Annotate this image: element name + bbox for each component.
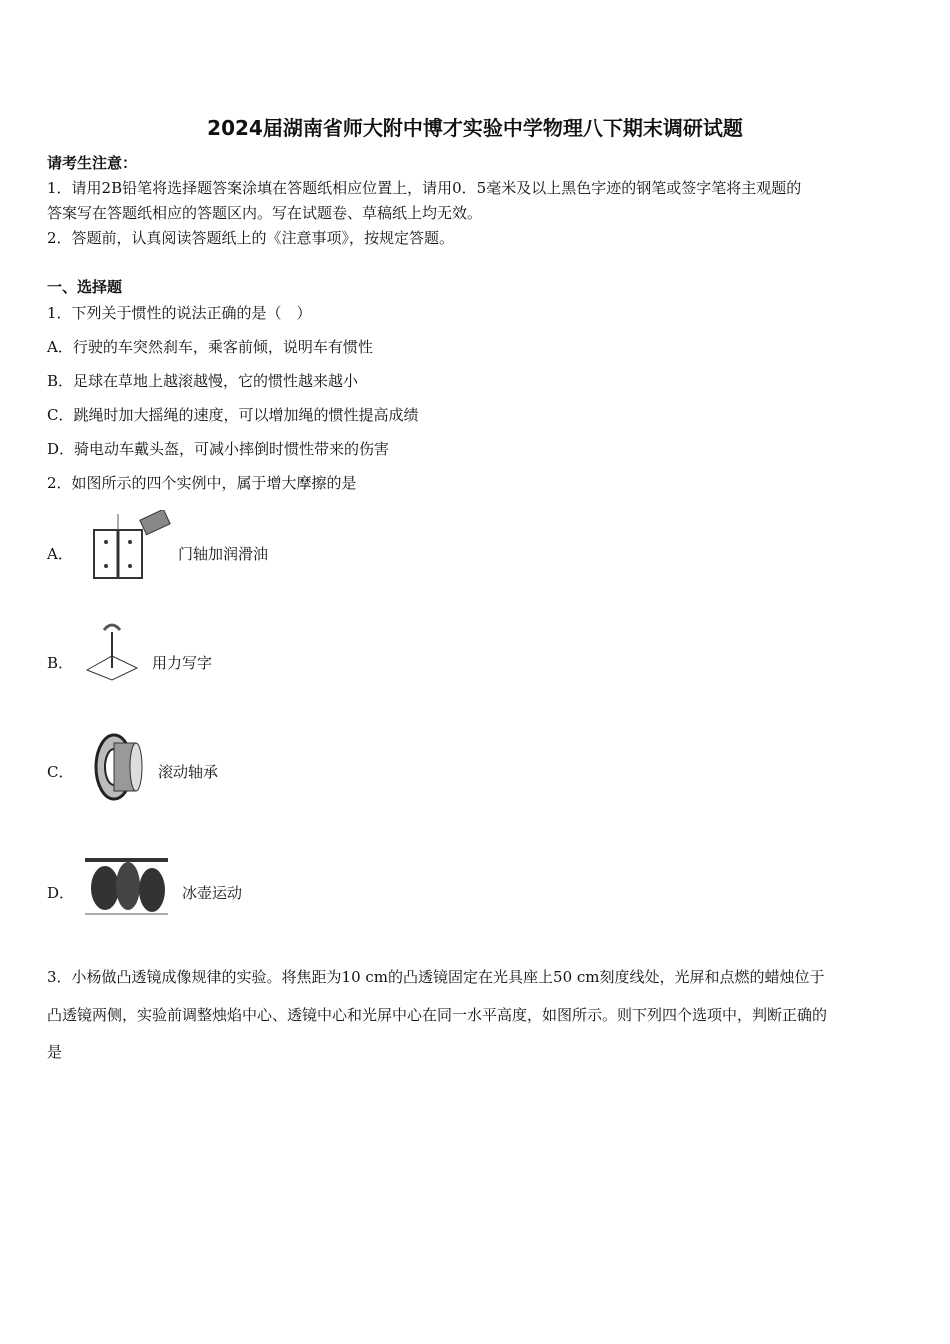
question-1-stem: 1．下列关于惯性的说法正确的是（ ） [47, 304, 312, 322]
q2-option-c-letter: C． [47, 763, 74, 781]
door-hinge-oil-image [82, 510, 177, 582]
question-3-line: 3．小杨做凸透镜成像规律的实验。将焦距为10 cm的凸透镜固定在光具座上50 cm刻度线处，光屏和点燃的蜡烛位于 [47, 968, 825, 986]
question-3-line: 是 [47, 1043, 63, 1061]
writing-hand-image [82, 620, 142, 682]
q2-option-c-text: 滚动轴承 [158, 763, 219, 781]
section-heading: 一、选择题 [47, 278, 123, 296]
q2-option-d-text: 冰壶运动 [182, 884, 243, 902]
q2-option-d-letter: D． [47, 884, 75, 902]
notice-line: 1．请用2B铅笔将选择题答案涂填在答题纸相应位置上，请用0．5毫米及以上黑色字迹的钢笔或签字笔将主观题的 [47, 179, 802, 197]
q2-option-b-text: 用力写字 [152, 654, 213, 672]
notice-line: 答案写在答题纸相应的答题区内。写在试题卷、草稿纸上均无效。 [47, 204, 483, 222]
q1-option-b: B．足球在草地上越滚越慢，它的惯性越来越小 [47, 372, 359, 390]
notice-heading: 请考生注意： [47, 154, 138, 172]
notice-line: 2．答题前，认真阅读答题纸上的《注意事项》，按规定答题。 [47, 229, 455, 247]
q1-option-c: C．跳绳时加大摇绳的速度，可以增加绳的惯性提高成绩 [47, 406, 419, 424]
page-title: 2024届湖南省师大附中博才实验中学物理八下期末调研试题 [207, 116, 743, 140]
q1-option-d: D．骑电动车戴头盔，可减小摔倒时惯性带来的伤害 [47, 440, 390, 458]
q2-option-a-letter: A． [47, 545, 73, 563]
q2-option-b-letter: B． [47, 654, 74, 672]
q1-option-a: A．行驶的车突然刹车，乘客前倾，说明车有惯性 [47, 338, 373, 356]
question-3-line: 凸透镜两侧，实验前调整烛焰中心、透镜中心和光屏中心在同一水平高度，如图所示。则下列四个选项中，判断正确的 [47, 1006, 828, 1024]
rolling-bearing-image [92, 733, 147, 801]
question-2-stem: 2．如图所示的四个实例中，属于增大摩擦的是 [47, 474, 357, 492]
q2-option-a-text: 门轴加润滑油 [178, 545, 269, 563]
curling-image [80, 850, 172, 920]
